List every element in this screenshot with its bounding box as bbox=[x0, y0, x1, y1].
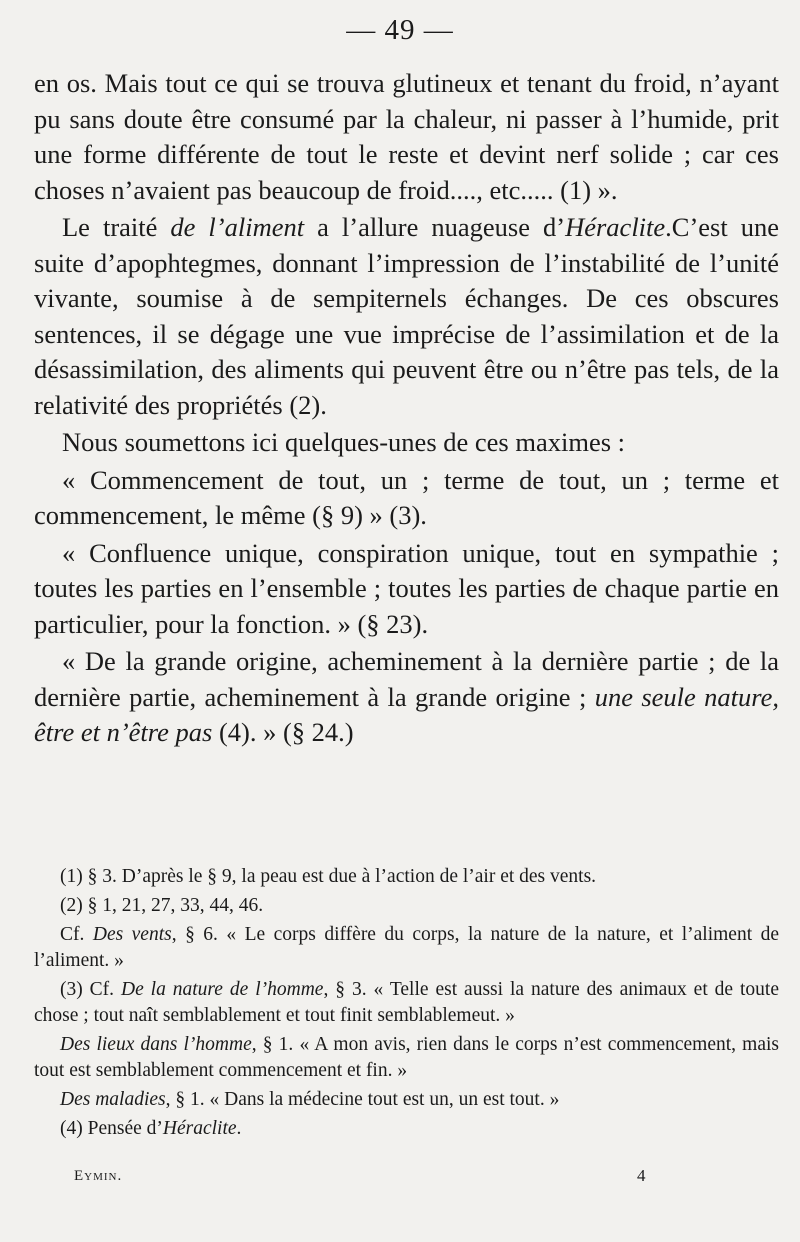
paragraph bbox=[34, 210, 779, 423]
text-run: Le traité bbox=[62, 212, 171, 242]
sheet-number: 4 bbox=[637, 1166, 646, 1185]
text-run: (4) Pensée d’ bbox=[60, 1118, 163, 1139]
italic-run: Héraclite bbox=[565, 212, 666, 242]
footnote: (1) § 3. D’après le § 9, la peau est due à l’action de l’air et des vents. bbox=[60, 866, 597, 887]
quotation: « Confluence unique, conspiration unique, tout en sympathie ; toutes les parties en l’ensemble ; toutes les parties de chaque partie en particulier, pour la fonction. » (§ 23). bbox=[34, 537, 779, 639]
footnote bbox=[34, 1032, 779, 1084]
italic-run: une seule nature, être et n’être pas bbox=[34, 681, 779, 747]
text-run: , § 1. « Dans la médecine tout est un, un est tout. » bbox=[165, 1089, 560, 1110]
text-run: a l’allure nuageuse d’ bbox=[304, 212, 566, 242]
italic-run: De la nature de l’homme bbox=[120, 979, 324, 1000]
text-run: , § 1. « A mon avis, rien dans le corps n’est commencement, mais tout est semblablement commencement et fin. » bbox=[34, 1034, 780, 1081]
italic-run: Des maladies bbox=[60, 1089, 166, 1110]
text-run: .C’est une suite d’apophtegmes, donnant l’impression de l’instabilité de l’unité vivante, soumise à de sempiternels échanges. De ces obscures sentences, il se dégage une vue imprécise de l’assimilation et de la désassimilation, des aliments qui peuvent être ou n’être pas tels, de la relativité des propriétés (2). bbox=[34, 212, 780, 420]
footnote bbox=[34, 922, 779, 974]
quotation: « Commencement de tout, un ; terme de tout, un ; terme et commencement, le même (§ 9) » (3). bbox=[34, 464, 779, 530]
text-run: (3) Cf. bbox=[60, 979, 121, 1000]
footnote bbox=[34, 1087, 779, 1113]
italic-run: Des vents bbox=[92, 924, 172, 945]
text-run: (4). » (§ 24.) bbox=[212, 717, 354, 747]
text-run: . bbox=[236, 1118, 242, 1139]
italic-run: Des lieux dans l’homme bbox=[60, 1034, 252, 1055]
text-run: « De la grande origine, acheminement à la dernière partie ; de la dernière partie, acheminement à la grande origine ; bbox=[34, 646, 779, 712]
main-text bbox=[34, 66, 779, 751]
text-run: Cf. bbox=[60, 924, 93, 945]
printer-signature: Eymin. bbox=[74, 1168, 123, 1184]
italic-run: de l’aliment bbox=[170, 212, 305, 242]
footnote bbox=[34, 977, 779, 1029]
paragraph: Nous soumettons ici quelques-unes de ces maximes : bbox=[62, 427, 626, 457]
footnote: (2) § 1, 21, 27, 33, 44, 46. bbox=[60, 895, 264, 916]
footnotes bbox=[34, 864, 779, 1142]
text-run: , § 3. « Telle est aussi la nature des animaux et de toute chose ; tout naît semblablement et tout finit semblablemeut. » bbox=[34, 979, 779, 1026]
italic-run: Héraclite bbox=[162, 1118, 237, 1139]
paragraph: en os. Mais tout ce qui se trouva glutineux et tenant du froid, n’ayant pu sans doute être consumé par la chaleur, ni passer à l’humide, prit une forme différente de tout le reste et devint nerf solide ; car ces choses n’avaient pas beaucoup de froid...., etc..... (1) ». bbox=[34, 68, 779, 205]
quotation bbox=[34, 644, 779, 751]
text-run: , § 6. « Le corps diffère du corps, la nature de la nature, et l’aliment de l’aliment. » bbox=[34, 924, 780, 971]
page-number: — 49 — bbox=[346, 14, 454, 46]
footnote bbox=[34, 1116, 779, 1142]
